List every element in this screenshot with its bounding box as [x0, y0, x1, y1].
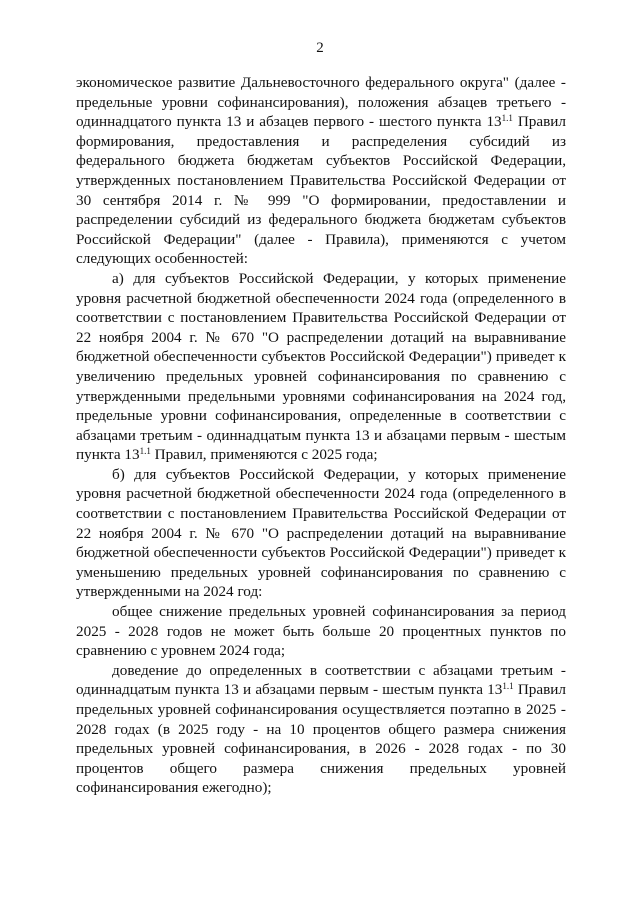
superscript-index: 1.1: [139, 446, 151, 457]
page-number: 2: [316, 40, 324, 56]
text-run: а) для субъектов Российской Федерации, у которых применение уровня расчетной бюджетной обеспеченности 2024 года (определенного в соответствии с постановлением Правительства Российской Федерации от 22 ноября 2004 г. № 670 "О распределении дотаций на выравнивание бюджетной обеспеченности субъектов Российской Федерации") приведет к увеличению предельных уровней софинансирования по сравнению с утвержденными предельными уровнями софинансирования на 2024 год, предельные уровни софинансирования, определенные в соответствии с абзацами третьим - одиннадцатым пункта 13 и абзацами первым - шестым пункта 13: [76, 269, 566, 464]
text-run: Правил предельных уровней софинансирования осуществляется поэтапно в 2025 - 2028 годах (в 2025 году - на 10 процентов общего размера снижения предельных уровней софинансирования, в 2026 - 2028 годах - по 30 процентов общего размера снижения предельных уровней софинансирования ежегодно);: [76, 681, 566, 797]
text-run: б) для субъектов Российской Федерации, у которых применение уровня расчетной бюджетной обеспеченности 2024 года (определенного в соответствии с постановлением Правительства Российской Федерации от 22 ноября 2004 г. № 670 "О распределении дотаций на выравнивание бюджетной обеспеченности субъектов Российской Федерации") приведет к уменьшению предельных уровней софинансирования по сравнению с утвержденными на 2024 год:: [76, 465, 566, 601]
superscript-index: 1.1: [501, 113, 513, 124]
text-run: доведение до определенных в соответствии с абзацами третьим - одиннадцатым пункта 13 и абзацами первым - шестым пункта 13: [76, 661, 566, 699]
text-run: экономическое развитие Дальневосточного федерального округа" (далее - предельные уровни софинансирования), положения абзацев третьего - одиннадцатого пункта 13 и абзацев первого - шестого пункта 13: [76, 74, 566, 131]
text-run: общее снижение предельных уровней софинансирования за период 2025 - 2028 годов не может быть больше 20 процентных пунктов по сравнению с уровнем 2024 года;: [76, 603, 566, 660]
document-body: [76, 73, 566, 798]
paragraph: [76, 661, 566, 798]
text-run: Правил, применяются с 2025 года;: [150, 446, 378, 464]
text-run: Правил формирования, предоставления и распределения субсидий из федерального бюджета бюджетам субъектов Российской Федерации, утвержденных постановлением Правительства Российской Федерации от 30 сентября 2014 г. № 999 "О формировании, предоставлении и распределении субсидий из федерального бюджета бюджетам субъектов Российской Федерации" (далее - Правила), применяются с учетом следующих особенностей:: [76, 113, 566, 268]
paragraph: [76, 73, 566, 269]
paragraph: [76, 602, 566, 661]
paragraph: [76, 269, 566, 465]
superscript-index: 1.1: [502, 681, 514, 692]
paragraph: [76, 465, 566, 602]
